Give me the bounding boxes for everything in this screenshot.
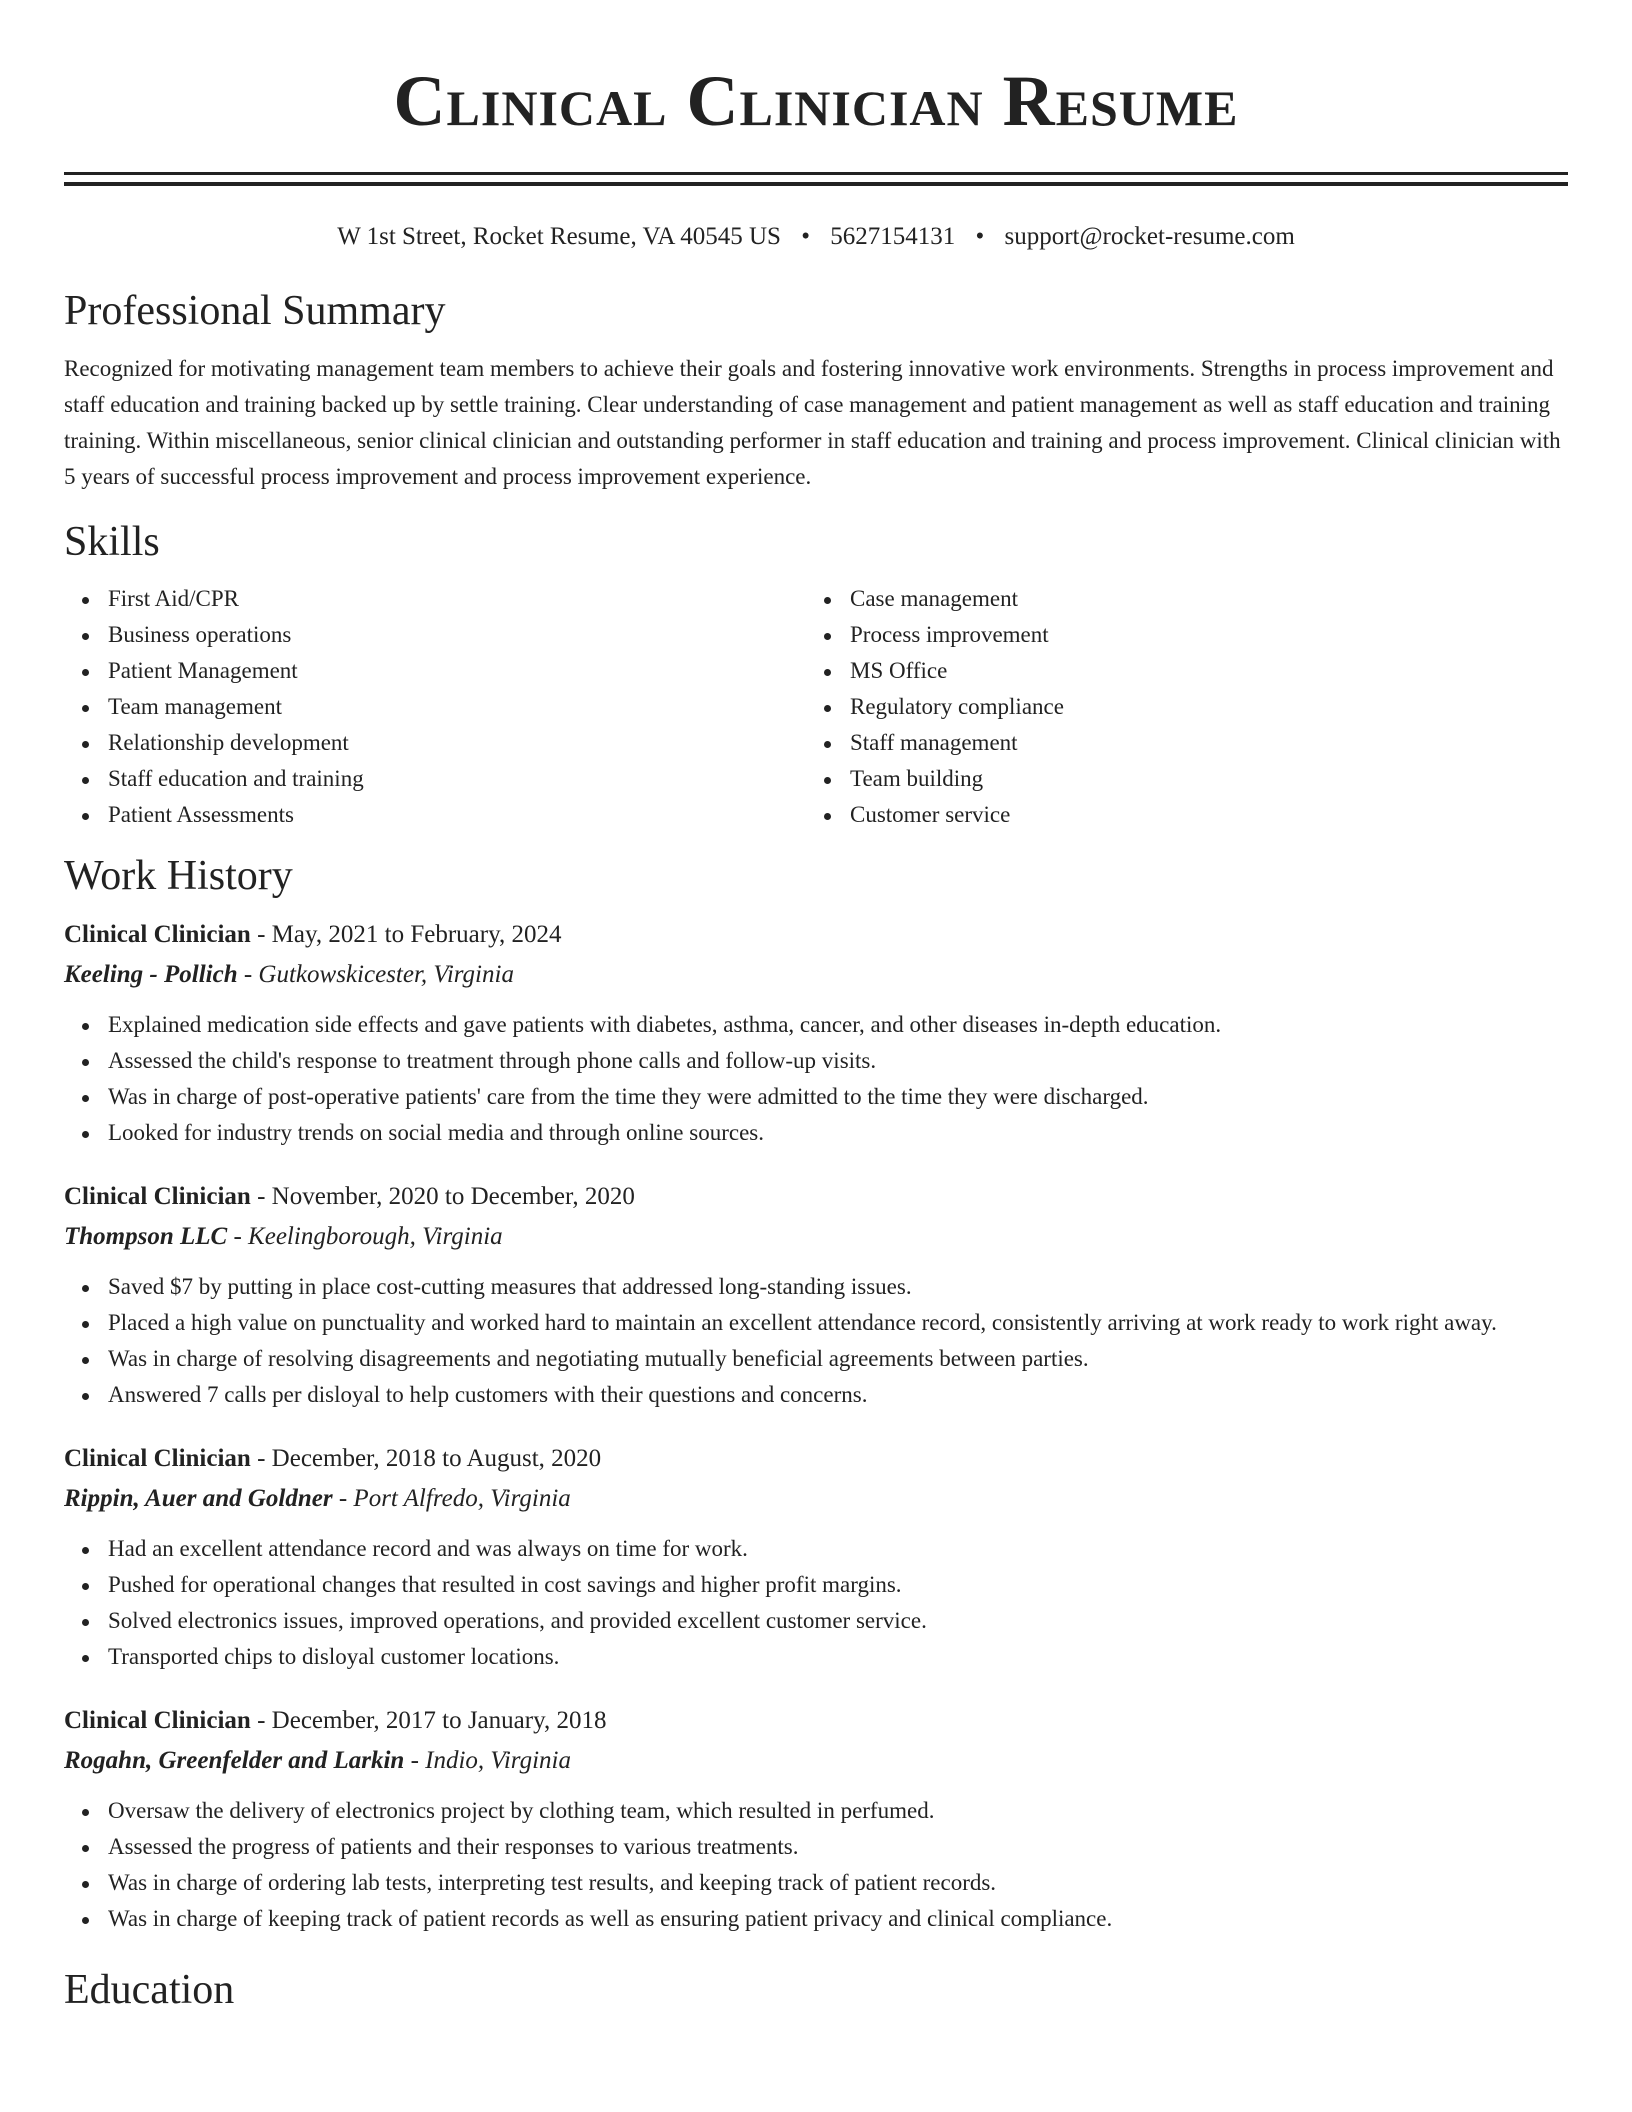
job-employer xyxy=(64,1481,1568,1517)
job-bullet: Had an excellent attendance record and was always on time for work. xyxy=(108,1531,1568,1567)
skill-item: Team building xyxy=(850,761,1548,797)
skill-item: Staff management xyxy=(850,725,1548,761)
skills-heading: Skills xyxy=(64,519,160,565)
job-dates: - November, 2020 to December, 2020 xyxy=(250,1183,635,1210)
skills-columns xyxy=(64,581,1568,833)
work-history-heading: Work History xyxy=(64,853,293,899)
job-bullet: Solved electronics issues, improved operations, and provided excellent customer service. xyxy=(108,1603,1568,1639)
education-heading: Education xyxy=(64,1967,235,2013)
job-bullet: Placed a high value on punctuality and worked hard to maintain an excellent attendance record, consistently arriving at work ready to work right away. xyxy=(108,1305,1568,1341)
job-header xyxy=(64,917,1568,953)
job-bullets xyxy=(64,1793,1568,1937)
page-title: Clinical Clinician Resume xyxy=(393,61,1239,141)
job-company: Keeling - Pollich xyxy=(64,961,238,988)
job-location: - Keelingborough, Virginia xyxy=(227,1223,503,1250)
job-bullet: Was in charge of resolving disagreements and negotiating mutually beneficial agreements between parties. xyxy=(108,1341,1568,1377)
skill-item: Team management xyxy=(108,689,806,725)
skill-item: Business operations xyxy=(108,617,806,653)
job-title: Clinical Clinician xyxy=(64,1445,251,1472)
contact-separator: • xyxy=(801,223,810,250)
contact-phone: 5627154131 xyxy=(830,223,956,250)
job-employer xyxy=(64,1219,1568,1255)
contact-address: W 1st Street, Rocket Resume, VA 40545 US xyxy=(337,223,781,250)
job-header xyxy=(64,1441,1568,1477)
job-entry xyxy=(64,1703,1568,1937)
job-entry xyxy=(64,1441,1568,1675)
skill-item: Case management xyxy=(850,581,1548,617)
job-header xyxy=(64,1179,1568,1215)
skill-item: Staff education and training xyxy=(108,761,806,797)
job-company: Thompson LLC xyxy=(64,1223,228,1250)
job-location: - Port Alfredo, Virginia xyxy=(332,1485,571,1512)
job-title: Clinical Clinician xyxy=(64,921,251,948)
skill-item: Process improvement xyxy=(850,617,1548,653)
skill-item: First Aid/CPR xyxy=(108,581,806,617)
job-bullets xyxy=(64,1269,1568,1413)
job-company: Rippin, Auer and Goldner xyxy=(64,1485,333,1512)
skills-list-left xyxy=(64,581,806,833)
job-title: Clinical Clinician xyxy=(64,1183,251,1210)
job-location: - Indio, Virginia xyxy=(404,1747,571,1774)
job-bullet: Assessed the progress of patients and their responses to various treatments. xyxy=(108,1829,1568,1865)
education-section xyxy=(64,1965,1568,2015)
job-bullet: Oversaw the delivery of electronics project by clothing team, which resulted in perfumed. xyxy=(108,1793,1568,1829)
resume-page xyxy=(64,0,1568,2015)
job-title: Clinical Clinician xyxy=(64,1707,251,1734)
skills-list-right xyxy=(806,581,1548,833)
job-location: - Gutkowskicester, Virginia xyxy=(237,961,514,988)
title-divider-bottom xyxy=(64,182,1568,186)
skill-item: Relationship development xyxy=(108,725,806,761)
job-dates: - May, 2021 to February, 2024 xyxy=(250,921,562,948)
title-divider-top xyxy=(64,172,1568,175)
job-bullets xyxy=(64,1531,1568,1675)
job-bullet: Saved $7 by putting in place cost-cutting measures that addressed long-standing issues. xyxy=(108,1269,1568,1305)
job-bullet: Answered 7 calls per disloyal to help customers with their questions and concerns. xyxy=(108,1377,1568,1413)
job-bullet: Explained medication side effects and gave patients with diabetes, asthma, cancer, and other diseases in-depth education. xyxy=(108,1007,1568,1043)
skill-item: Patient Management xyxy=(108,653,806,689)
job-bullet: Looked for industry trends on social media and through online sources. xyxy=(108,1115,1568,1151)
skill-item: Customer service xyxy=(850,797,1548,833)
skill-item: Patient Assessments xyxy=(108,797,806,833)
job-bullet: Assessed the child's response to treatment through phone calls and follow-up visits. xyxy=(108,1043,1568,1079)
job-employer xyxy=(64,957,1568,993)
job-bullet: Was in charge of keeping track of patient records as well as ensuring patient privacy and clinical compliance. xyxy=(108,1901,1568,1937)
contact-email: support@rocket-resume.com xyxy=(1004,223,1295,250)
job-bullet: Was in charge of ordering lab tests, interpreting test results, and keeping track of patient records. xyxy=(108,1865,1568,1901)
job-company: Rogahn, Greenfelder and Larkin xyxy=(64,1747,405,1774)
job-bullet: Transported chips to disloyal customer locations. xyxy=(108,1639,1568,1675)
summary-heading: Professional Summary xyxy=(64,288,446,334)
job-entry xyxy=(64,1179,1568,1413)
job-employer xyxy=(64,1743,1568,1779)
work-history-section xyxy=(64,851,1568,1937)
job-bullet: Pushed for operational changes that resulted in cost savings and higher profit margins. xyxy=(108,1567,1568,1603)
job-bullets xyxy=(64,1007,1568,1151)
job-bullet: Was in charge of post-operative patients' care from the time they were admitted to the time they were discharged. xyxy=(108,1079,1568,1115)
job-dates: - December, 2017 to January, 2018 xyxy=(250,1707,607,1734)
contact-line xyxy=(64,222,1568,252)
summary-text: Recognized for motivating management team members to achieve their goals and fostering innovative work environments. Strengths in process improvement and staff education and training backed up by settle training. Clear understanding of case management and patient management as well as staff education and training training. Within miscellaneous, senior clinical clinician and outstanding performer in staff education and training and process improvement. Clinical clinician with 5 years of successful process improvement and process improvement experience. xyxy=(64,356,1561,489)
contact-separator: • xyxy=(975,223,985,250)
job-header xyxy=(64,1703,1568,1739)
skill-item: MS Office xyxy=(850,653,1548,689)
skills-section xyxy=(64,517,1568,833)
job-entry xyxy=(64,917,1568,1151)
job-dates: - December, 2018 to August, 2020 xyxy=(250,1445,602,1472)
skill-item: Regulatory compliance xyxy=(850,689,1548,725)
summary-section xyxy=(64,286,1568,495)
